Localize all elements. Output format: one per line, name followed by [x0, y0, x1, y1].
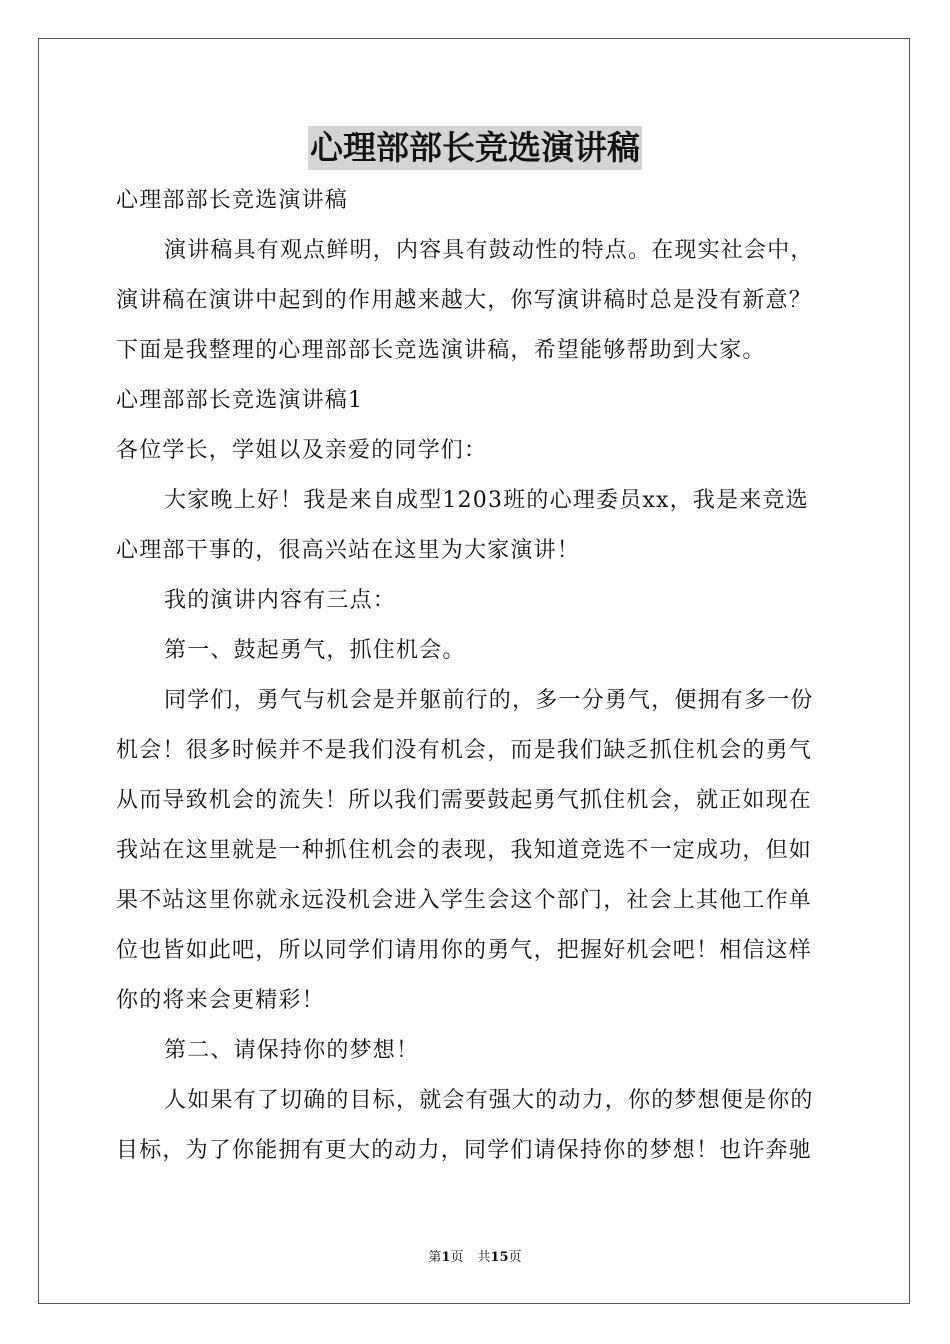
page-suffix: 页	[450, 1250, 464, 1265]
body-line: 从而导致机会的流失！所以我们需要鼓起勇气抓住机会，就正如现在	[116, 788, 813, 813]
total-suffix: 页	[508, 1250, 522, 1265]
body-line: 心理部部长竞选演讲稿1	[116, 388, 364, 413]
body-line: 目标，为了你能拥有更大的动力，同学们请保持你的梦想！也许奔驰	[116, 1138, 813, 1163]
page-total: 15	[490, 1250, 509, 1265]
document-title	[0, 126, 950, 170]
page-prefix: 第	[428, 1250, 442, 1265]
document-body	[116, 176, 838, 1176]
body-line: 第一、鼓起勇气，抓住机会。	[164, 638, 466, 663]
body-line: 第二、请保持你的梦想！	[164, 1038, 420, 1063]
body-line: 同学们，勇气与机会是并躯前行的，多一分勇气，便拥有多一份	[164, 688, 814, 713]
body-line: 我站在这里就是一种抓住机会的表现，我知道竞选不一定成功，但如	[116, 838, 813, 863]
body-line: 大家晚上好！我是来自成型1203班的心理委员xx，我是来竞选	[164, 488, 809, 513]
page-footer	[0, 1249, 950, 1267]
body-line: 机会！很多时候并不是我们没有机会，而是我们缺乏抓住机会的勇气	[116, 738, 813, 763]
total-prefix: 共	[477, 1250, 491, 1265]
body-line: 演讲稿在演讲中起到的作用越来越大，你写演讲稿时总是没有新意？	[116, 288, 813, 313]
body-line: 心理部部长竞选演讲稿	[116, 188, 349, 213]
body-line: 我的演讲内容有三点：	[164, 588, 397, 613]
body-line: 下面是我整理的心理部部长竞选演讲稿，希望能够帮助到大家。	[116, 338, 766, 363]
body-line: 演讲稿具有观点鲜明，内容具有鼓动性的特点。在现实社会中，	[164, 238, 814, 263]
body-line: 你的将来会更精彩！	[116, 988, 325, 1013]
page-current: 1	[441, 1250, 451, 1265]
body-line: 位也皆如此吧，所以同学们请用你的勇气，把握好机会吧！相信这样	[116, 938, 813, 963]
document-title-text: 心理部部长竞选演讲稿	[308, 126, 642, 170]
body-line: 果不站这里你就永远没机会进入学生会这个部门，社会上其他工作单	[116, 888, 813, 913]
body-line: 心理部干事的，很高兴站在这里为大家演讲！	[116, 538, 581, 563]
body-line: 各位学长，学姐以及亲爱的同学们：	[116, 438, 488, 463]
body-line: 人如果有了切确的目标，就会有强大的动力，你的梦想便是你的	[164, 1088, 814, 1113]
